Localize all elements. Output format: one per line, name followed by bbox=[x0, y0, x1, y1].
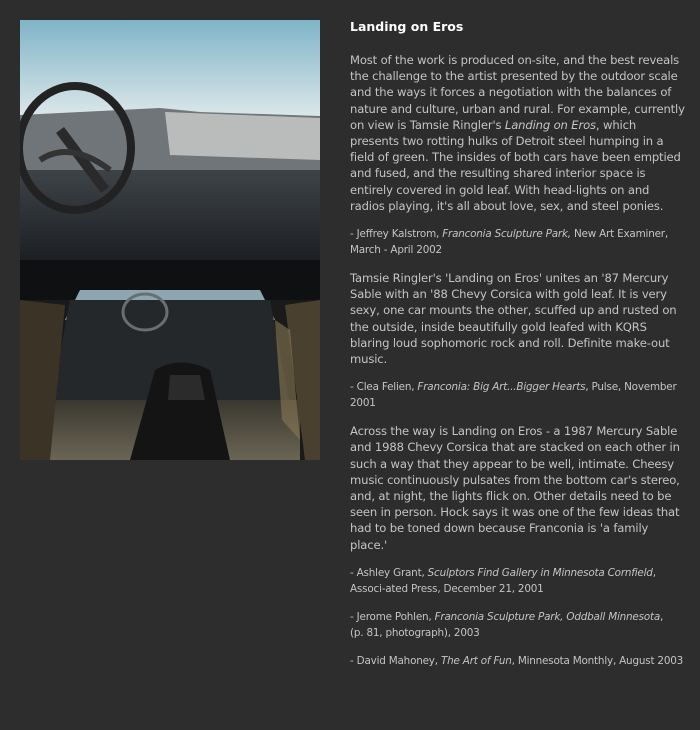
cite-title: Franconia: Big Art...Bigger Hearts bbox=[417, 381, 586, 394]
quote-italic-title: Landing on Eros bbox=[504, 117, 596, 132]
cite-source: New Art Examiner, March - April 2002 bbox=[350, 228, 668, 257]
cite-title: Franconia Sculpture Park, bbox=[442, 228, 571, 241]
article-column bbox=[350, 18, 686, 683]
citation-pohlen bbox=[350, 609, 686, 641]
cite-title: The Art of Fun bbox=[440, 654, 512, 667]
cite-author: - David Mahoney, bbox=[350, 654, 441, 667]
review-quote-3: Across the way is Landing on Eros - a 1987 Mercury Sable and 1988 Chevy Corsica that are stacked on each other in such a way that they appear to be well, intimate. Cheesy music continuously pulsates from the bottom car's stereo, and, at night, the lights flick on. Other details need to be seen in person. Hock says it was one of the few ideas that had to be toned down because Franconia is 'a family place.' bbox=[350, 424, 680, 552]
cite-author: - Jeffrey Kalstrom, bbox=[350, 228, 443, 241]
review-quote-2: Tamsie Ringler's 'Landing on Eros' unites an '87 Mercury Sable with an '88 Chevy Corsica with gold leaf. It is very sexy, one car mounts the other, scuffed up and rusted on the outside, inside beautifully gold leafed with KQRS blaring loud sophomoric rock and roll. Definite make-out music. bbox=[350, 271, 677, 367]
cite-source: , bbox=[660, 610, 664, 623]
cite-source: , Pulse, November 2001 bbox=[350, 381, 677, 410]
page-title: Landing on Eros bbox=[350, 19, 464, 34]
cite-title: Franconia Sculpture Park, Oddball Minnesota bbox=[434, 610, 661, 623]
cite-source: , Associ-ated Press, December 21, 2001 bbox=[350, 566, 656, 595]
quote-text: Most of the work is produced on-site, and the best reveals the challenge to the artist presented by the outdoor scale and the ways it forces a negotiation with the balances of nature and culture, urban and rural. For example, currently on view is Tamsie Ringler's bbox=[350, 53, 685, 132]
review-quote-1 bbox=[350, 52, 686, 214]
cite-source-detail: (p. 81, photograph), 2003 bbox=[350, 626, 480, 639]
review-citation-2 bbox=[350, 379, 686, 411]
car-interior-illustration bbox=[20, 20, 320, 460]
review-citation-3 bbox=[350, 565, 686, 597]
cite-author: - Ashley Grant, bbox=[350, 566, 428, 579]
cite-title: Sculptors Find Gallery in Minnesota Cornfield bbox=[427, 566, 653, 579]
citation-mahoney bbox=[350, 653, 686, 669]
review-citation-1 bbox=[350, 226, 686, 258]
cite-author: - Clea Felien, bbox=[350, 381, 418, 394]
quote-text: , which presents two rotting hulks of Detroit steel humping in a field of green. The insides of both cars have been emptied and fused, and the resulting shared interior space is entirely covered in gold leaf. With head-lights on and radios playing, it's all about love, sex, and steel ponies. bbox=[350, 117, 681, 213]
cite-source: , Minnesota Monthly, August 2003 bbox=[511, 654, 684, 667]
cite-author: - Jerome Pohlen, bbox=[350, 610, 435, 623]
artwork-photo bbox=[20, 20, 320, 460]
